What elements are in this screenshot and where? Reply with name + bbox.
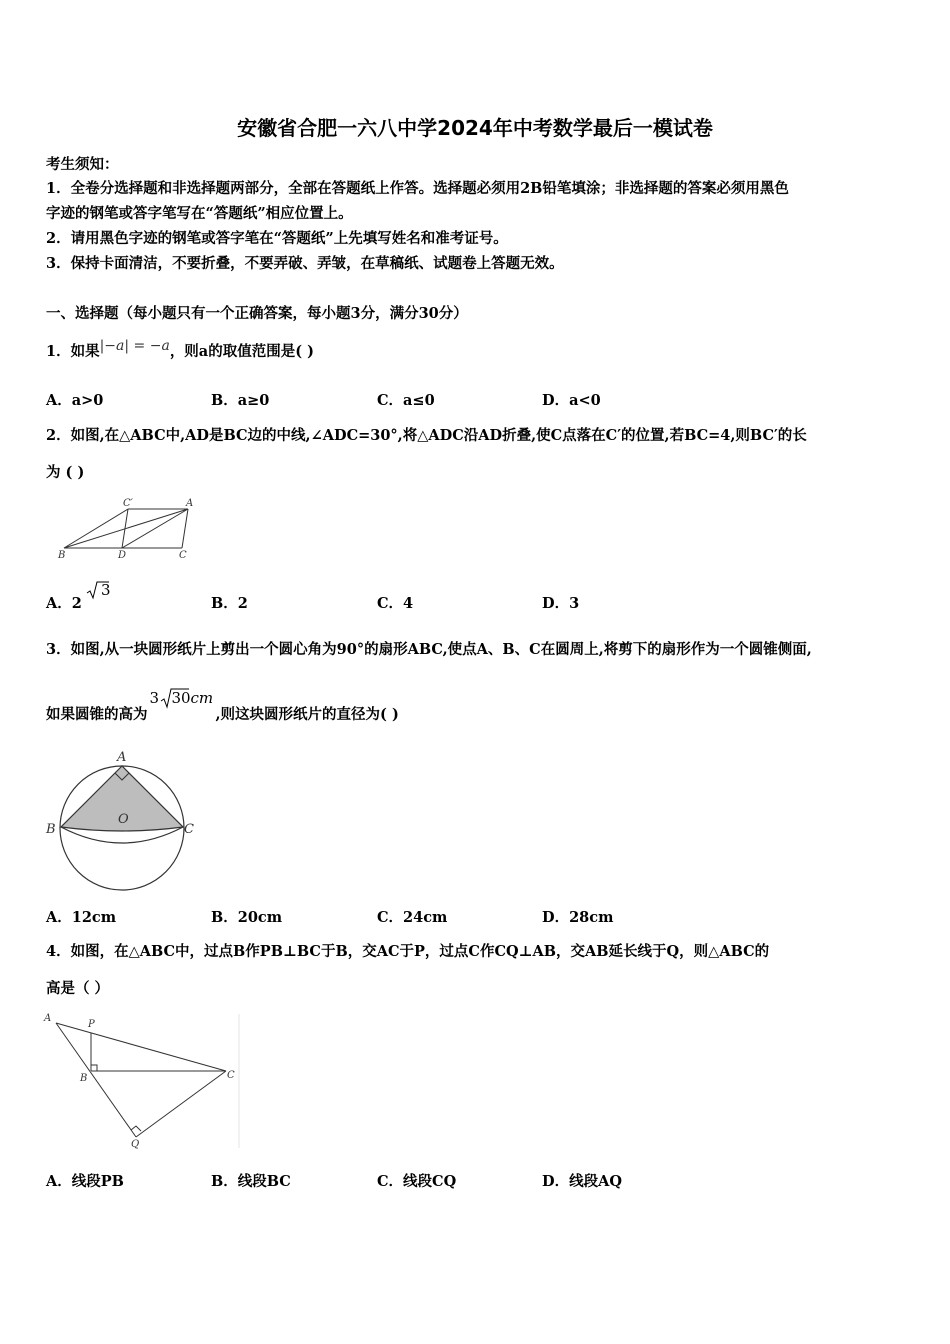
question-1 [46,340,314,361]
notice-item: 字迹的钢笔或答字笔写在“答题纸”相应位置上。 [46,205,353,222]
q1-prefix: 1．如果 [46,343,100,360]
notice-item: 2．请用黑色字迹的钢笔或答字笔在“答题纸”上先填写姓名和准考证号。 [46,230,508,247]
question-3-line1: 3．如图,从一块圆形纸片上剪出一个圆心角为90°的扇形ABC,使点A、B、C在圆周上,将剪下的扇形作为一个圆锥侧面, [46,641,812,658]
label-c: C [227,1070,235,1081]
q1-suffix: ，则a的取值范围是( ) [169,343,314,360]
label-b: B [80,1073,88,1084]
notice-item: 1．全卷分选择题和非选择题两部分，全部在答题纸上作答。选择题必须用2B铅笔填涂；非选择题的答案必须用黑色 [46,180,789,197]
section-heading: 一、选择题（每小题只有一个正确答案，每小题3分，满分30分） [46,305,468,322]
q4-option-b[interactable]: B．线段BC [211,1173,291,1190]
label-a: A [44,1013,52,1024]
q3-suffix: ,则这块圆形纸片的直径为( ) [215,706,399,723]
q3-prefix: 如果圆锥的高为 [46,706,148,723]
q2-option-b[interactable]: B．2 [211,595,248,612]
q2-option-a-label: A．2 [46,595,82,612]
notice-item: 3．保持卡面清洁，不要折叠，不要弄破、弄皱，在草稿纸、试题卷上答题无效。 [46,255,564,272]
q3-unit: cm [190,689,214,707]
label-a: A [186,498,194,509]
question-2-line2: 为 ( ) [46,464,85,481]
label-c-prime: C′ [123,498,133,509]
label-a: A [117,750,127,765]
q4-option-c[interactable]: C．线段CQ [377,1173,457,1190]
label-p: P [88,1019,95,1030]
q3-radicand: 30 [171,689,191,707]
q4-option-a[interactable]: A．线段PB [46,1173,124,1190]
notice-heading: 考生须知： [46,156,119,173]
label-c: C [179,550,187,561]
label-b: B [58,550,66,561]
question-4-line1: 4．如图，在△ABC中，过点B作PB⊥BC于B，交AC于P，过点C作CQ⊥AB，交AB延长线于Q，则△ABC的 [46,943,770,960]
q1-option-b[interactable]: B．a≥0 [211,392,270,409]
label-o: O [118,812,129,827]
label-c: C [184,822,194,837]
q3-option-c[interactable]: C．24cm [377,909,448,926]
q4-figure [42,1010,242,1152]
label-q: Q [131,1139,140,1150]
page-title: 安徽省合肥一六八中学2024年中考数学最后一模试卷 [237,116,713,140]
q1-option-c[interactable]: C．a≤0 [377,392,435,409]
q3-figure [44,748,200,894]
q2-option-a[interactable] [46,581,111,613]
q1-option-a[interactable]: A．a>0 [46,392,104,409]
label-d: D [118,550,127,561]
q3-option-a[interactable]: A．12cm [46,909,117,926]
q2-figure [55,496,205,562]
question-2-line1: 2．如图,在△ABC中,AD是BC边的中线,∠ADC=30°,将△ADC沿AD折叠,使C点落在C′的位置,若BC=4,则BC′的长 [46,427,807,444]
q3-option-d[interactable]: D．28cm [542,909,614,926]
q3-coef: 3 [149,689,160,707]
q2-option-a-radicand: 3 [101,581,111,599]
q2-option-d[interactable]: D．3 [542,595,580,612]
question-4-line2: 高是（ ） [46,980,110,997]
q3-height-expression [148,689,216,719]
q3-option-b[interactable]: B．20cm [211,909,283,926]
q1-expression: |−𝑎| = −𝑎 [99,338,170,354]
q2-option-c[interactable]: C．4 [377,595,414,612]
q1-option-d[interactable]: D．a<0 [542,392,601,409]
question-3-line2 [46,689,399,724]
label-b: B [46,822,56,837]
q4-option-d[interactable]: D．线段AQ [542,1173,622,1190]
